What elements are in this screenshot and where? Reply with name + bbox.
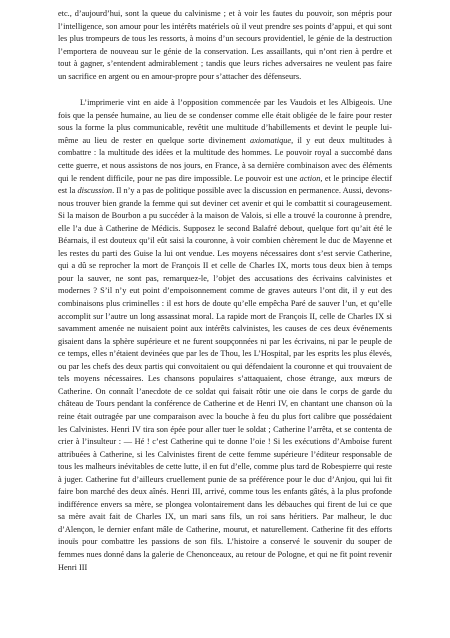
document-page — [58, 8, 392, 574]
paragraph-1: etc., d’aujourd’hui, sont la queue du calvinisme ; et à voir les fautes du pouvoir, son mépris pour l’intelligence, son amour pour les intérêts matériels où il veut prendre ses points d’appui, et qui sont les plus trompeurs de tous les ressorts, à moins d’un secours providentiel, le génie de la destruction l’emportera de nouveau sur le génie de la conservation. Les assaillants, qui n’ont rien à perdre et tout à gagner, s’entendent admirablement ; tandis que leurs riches adversaires ne veulent pas faire un sacrifice en argent ou en amour-propre pour s’attacher des défenseurs. — [58, 9, 392, 81]
paragraph-2: L’imprimerie vint en aide à l’opposition commencée par les Vaudois et les Albigeois. Une fois que la pensée humaine, au lieu de se condenser comme elle était obligée de le faire pour rester sous la forme la plus communicable, revêtit une multitude d’habillements et devint le peuple lui-même au lieu de rester en quelque sorte divinement axiomatique, il y eut deux multitudes à combattre : la multitude des idées et la multitude des hommes. Le pouvoir royal a succombé dans cette guerre, et nous assistons de nos jours, en France, à sa dernière combinaison avec des éléments qui le rendent difficile, pour ne pas dire impossible. Le pouvoir est une action, et le principe électif est la discussion. Il n’y a pas de politique possible avec la discussion en permanence. Aussi, devons-nous trouver bien grande la femme qui sut deviner cet avenir et qui le combattit si courageusement. Si la maison de Bourbon a pu succéder à la maison de Valois, si elle a trouvé la couronne à prendre, elle l’a due à Catherine de Médicis. Supposez le second Balafré debout, quelque fort qu’ait été le Béarnais, il est douteux qu’il eût saisi la couronne, à voir combien chèrement le duc de Mayenne et les restes du parti des Guise la lui ont vendue. Les moyens nécessaires dont s’est servie Catherine, qui a dû se reprocher la mort de François II et celle de Charles IX, morts tous deux bien à temps pour la sauver, ne sont pas, remarquez-le, l’objet des accusations des écrivains calvinistes et modernes ? S’il n’y eut point d’empoisonnement comme de graves auteurs l’ont dit, il y eut des combinaisons plus criminelles : il est hors de doute qu’elle empêcha Paré de sauver l’un, et qu’elle accomplit sur l’autre un long assassinat moral. La rapide mort de François II, celle de Charles IX si savamment amenée ne nuisaient point aux intérêts calvinistes, les causes de ces deux événements gisaient dans la sphère supérieure et ne furent soupçonnées ni par les écrivains, ni par le peuple de ce temps, elles n’étaient devinées que par les de Thou, les L’Hospital, par les esprits les plus élevés, ou par les chefs des deux partis qui convoitaient ou qui défendaient la couronne et qui trouvaient de tels moyens nécessaires. Les chansons populaires s’attaquaient, chose étrange, aux mœurs de Catherine. On connaît l’anecdote de ce soldat qui faisait rôtir une oie dans le corps de garde du château de Tours pendant la conférence de Catherine et de Henri IV, en chantant une chanson où la reine était outragée par une comparaison avec la bouche à feu du plus fort calibre que possédaient les Calvinistes. Henri IV tira son épée pour aller tuer le soldat ; Catherine l’arrêta, et se contenta de crier à l’insulteur : — Hé ! c’est Catherine qui te donne l’oie ! Si les exécutions d’Amboise furent attribuées à Catherine, si les Calvinistes firent de cette femme supérieure l’éditeur responsable de tous les malheurs inévitables de cette lutte, il en fut d’elle, comme plus tard de Robespierre qui reste à juger. Catherine fut d’ailleurs cruellement punie de sa préférence pour le duc d’Anjou, qui lui fit faire bon marché des deux aînés. Henri III, arrivé, comme tous les enfants gâtés, à la plus profonde indifférence envers sa mère, se plongea volontairement dans les débauches qui firent de lui ce que sa mère avait fait de Charles IX, un mari sans fils, un roi sans héritiers. Par malheur, le duc d’Alençon, le dernier enfant mâle de Catherine, mourut, et naturellement. Catherine fit des efforts inouïs pour combattre les passions de son fils. L’histoire a conservé le souvenir du souper de femmes nues donné dans la galerie de Chenonceaux, au retour de Pologne, et qui ne fit point revenir Henri III — [58, 98, 392, 572]
paragraph-spacer — [58, 83, 392, 97]
